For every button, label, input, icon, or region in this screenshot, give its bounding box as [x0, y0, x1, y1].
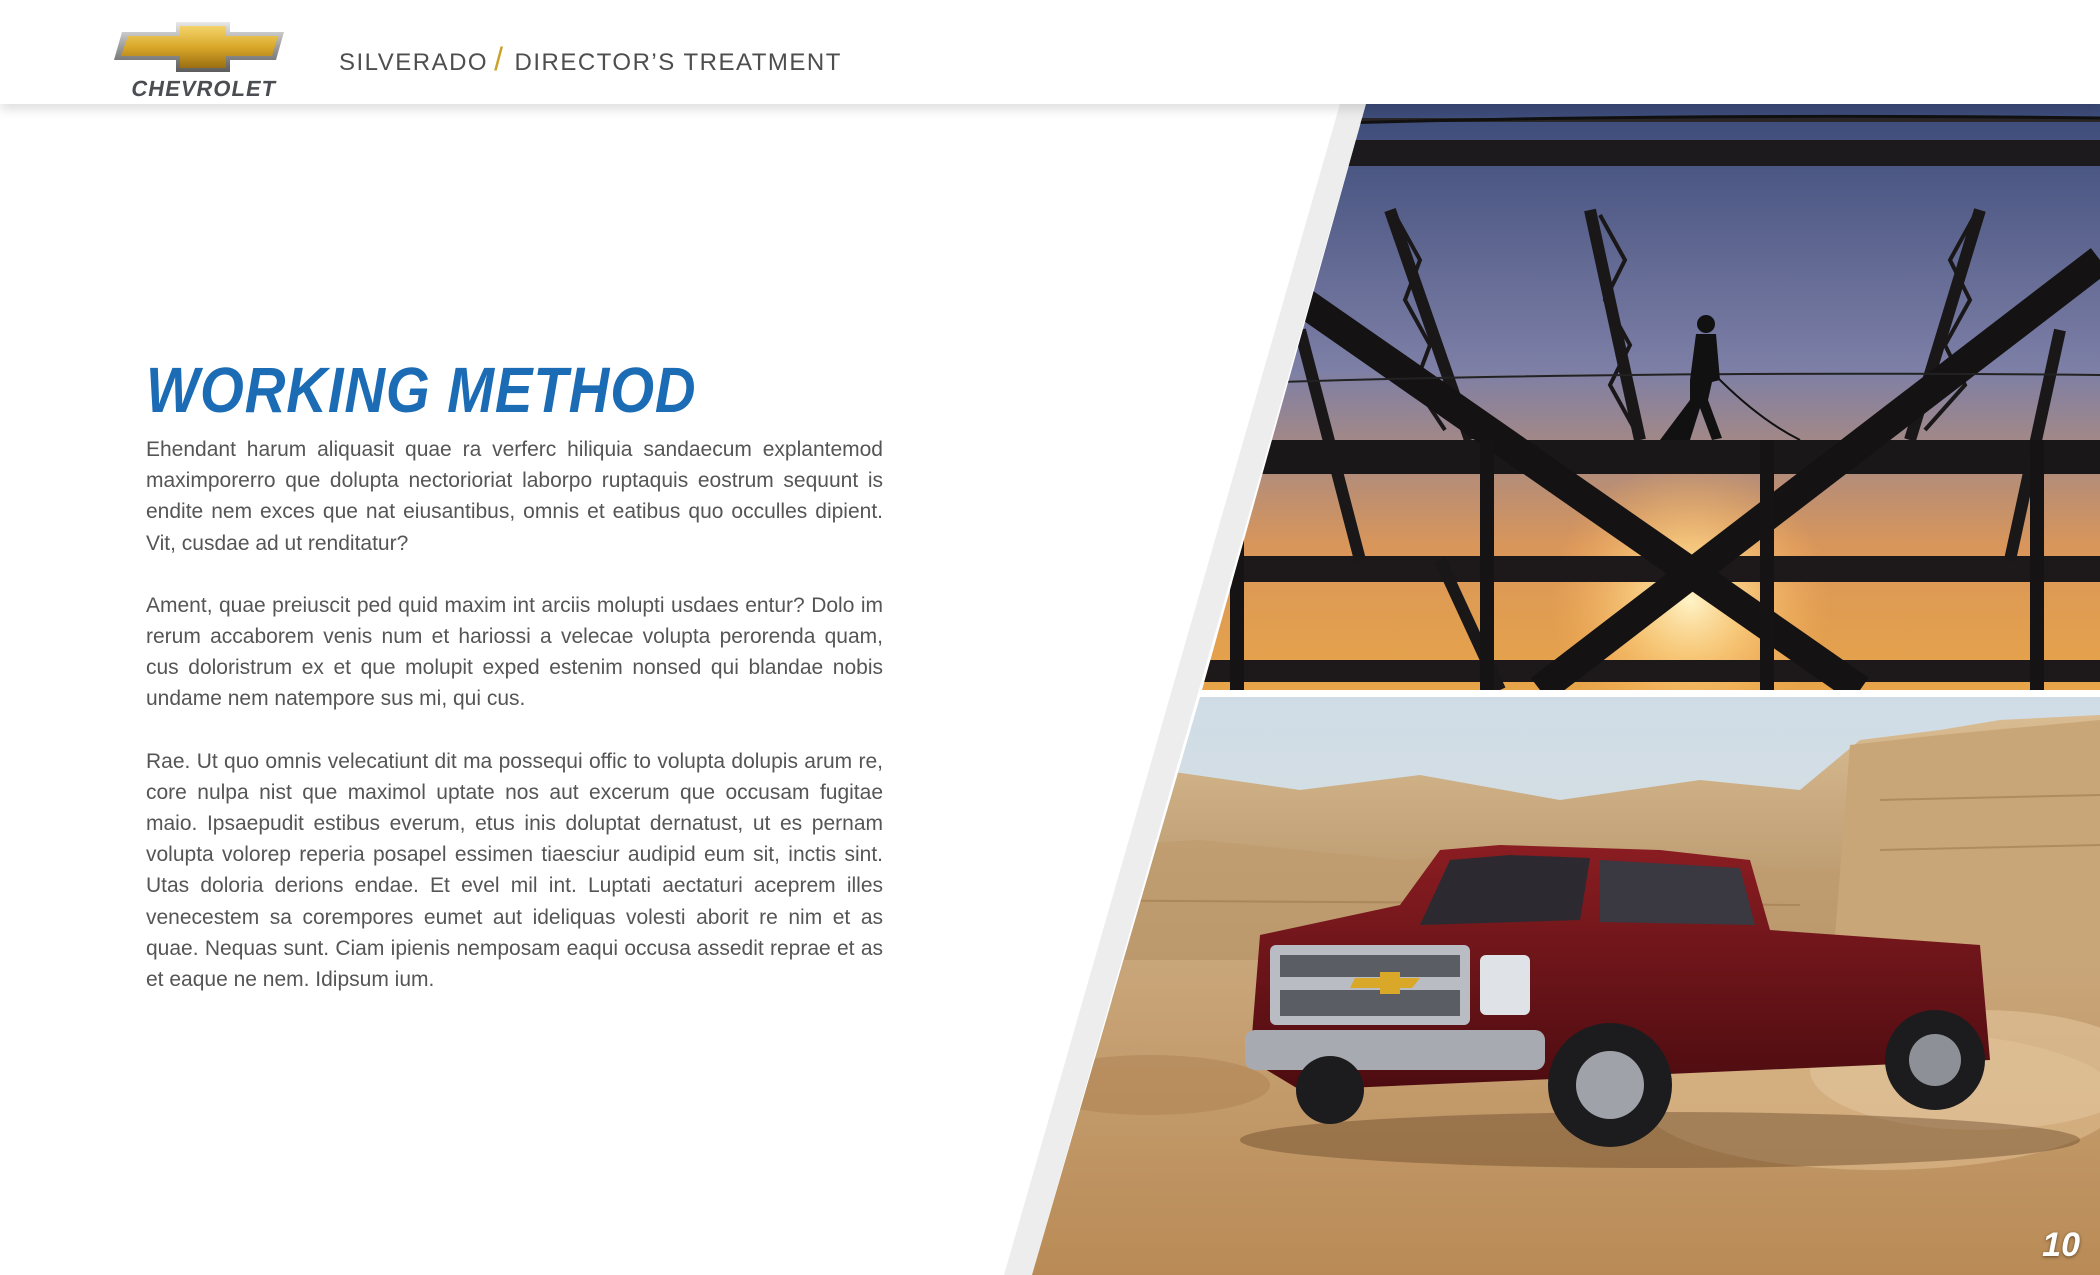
page-number: 10: [2042, 1226, 2080, 1264]
paragraph-3: Rae. Ut quo omnis velecatiunt dit ma possequi offic to volupta dolupis arum re, core nulpa nist que maximol uptate nos aut excerum que occusam fugitae maio. Ipsaepudit estibus everum, etus inis doluptat dernatust, ut es pernam volupta volorep reperia posapel essimen tiaesciur audipid eum sit, inctis sint. Utas doloria derions endae. Et evel mil int. Luptati aectaturi aceprem illes venecestem sa corempores eumet aut ideliquas volesti aborit re nim et as quae. Nequas sunt. Ciam ipienis nemposam eaqui occusa assedit reprae et as et eaque ne nem. Idipsum ium.: [146, 749, 883, 992]
paragraph-1: Ehendant harum aliquasit quae ra verferc hiliquia sandaecum explantemod maximporerro que dolupta nectorioriat laborpo ruptaquis eostrum sequunt is endite nem exces que nat eiusantibus, omnis et eatibus quo occulles dipient. Vit, cusdae ad ut renditatur?: [146, 438, 883, 555]
section-heading: WORKING METHOD: [146, 354, 697, 426]
header-bar: [0, 0, 2100, 104]
model-name: SILVERADO: [339, 49, 489, 76]
bowtie-icon: [112, 18, 292, 76]
treatment-title: DIRECTOR’S TREATMENT: [514, 49, 842, 76]
document-title: [339, 41, 842, 78]
paragraph-2: Ament, quae preiuscit ped quid maxim int arciis molupti usdaes entur? Dolo im rerum accaborem venis num et hariossi a velecae volupta perorenda quam, cus doloristrum ex et que molupit exped estenim nonsed qui blandae nobis undame nem natempore sus mi, qui cus.: [146, 593, 883, 711]
chevrolet-logo: [112, 18, 292, 101]
title-separator: /: [494, 41, 505, 77]
main-content: [146, 354, 883, 1026]
truck-desert-photo: [1020, 697, 2100, 1275]
brand-wordmark: CHEVROLET: [129, 76, 279, 101]
